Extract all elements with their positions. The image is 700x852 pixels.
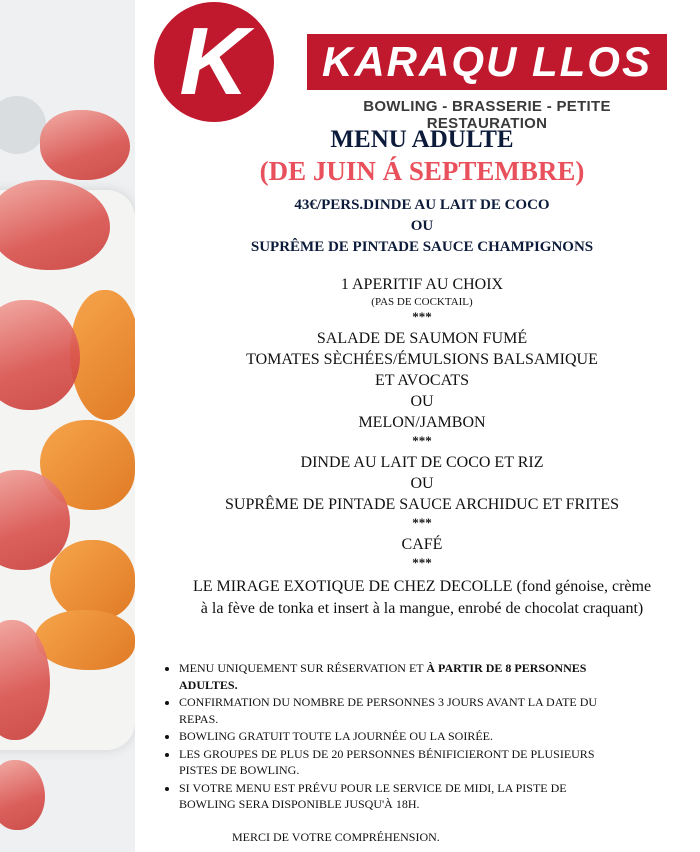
logo-header xyxy=(144,0,700,132)
main-course: DINDE AU LAIT DE COCO ET RIZ xyxy=(300,454,544,471)
or-label: OU xyxy=(410,393,434,410)
menu-title: MENU ADULTE xyxy=(330,126,514,153)
or-label: OU xyxy=(410,218,434,234)
conditions-list xyxy=(163,660,599,814)
k-logo-icon xyxy=(154,2,274,122)
or-label: OU xyxy=(410,475,434,492)
melon-slice xyxy=(50,540,135,620)
starter-alt: MELON/JAMBON xyxy=(358,414,486,431)
separator: *** xyxy=(412,555,432,570)
starter-line-2: TOMATES SÈCHÉES/ÉMULSIONS BALSAMIQUE xyxy=(246,351,598,368)
starter-line-1: SALADE DE SAUMON FUMÉ xyxy=(316,330,528,347)
separator: *** xyxy=(412,515,432,530)
menu-price-line: 43€/PERS.DINDE AU LAIT DE COCO xyxy=(294,197,550,213)
melon-slice xyxy=(35,610,135,670)
menu-alt-line: SUPRÊME DE PINTADE SAUCE CHAMPIGNONS xyxy=(250,239,594,255)
separator: *** xyxy=(412,433,432,448)
aperitif-note: (PAS DE COCKTAIL) xyxy=(371,296,473,308)
food-photo xyxy=(0,0,135,852)
menu-period: (DE JUIN Á SEPTEMBRE) xyxy=(259,156,585,186)
aperitif: 1 APERITIF AU CHOIX xyxy=(340,276,504,293)
list-item: • SI VOTRE MENU EST PRÉVU POUR LE SERVICE DE MIDI, LA PISTE DE BOWLING SERA DISPONIBLE JUSQU'À 18H. xyxy=(179,780,599,813)
ham-slice xyxy=(0,760,45,830)
list-item: • BOWLING GRATUIT TOUTE LA JOURNÉE OU LA SOIRÉE. xyxy=(179,728,599,745)
list-item: • MENU UNIQUEMENT SUR RÉSERVATION ET À PARTIR DE 8 PERSONNES ADULTES. xyxy=(179,660,599,693)
starter-line-3: ET AVOCATS xyxy=(374,372,470,389)
main-course-alt: SUPRÊME DE PINTADE SAUCE ARCHIDUC ET FRITES xyxy=(224,496,619,513)
brand-name: KARAQU LLOS xyxy=(322,38,652,85)
ham-slice xyxy=(40,110,130,180)
brand-banner xyxy=(307,34,667,90)
list-item: • LES GROUPES DE PLUS DE 20 PERSONNES BÉNIFICIERONT DE PLUSIEURS PISTES DE BOWLING. xyxy=(179,746,599,779)
coffee: CAFÉ xyxy=(401,536,443,553)
brand-tagline: BOWLING - BRASSERIE - PETITE RESTAURATION xyxy=(363,98,611,132)
logo-letter: K xyxy=(179,8,249,115)
list-item: • CONFIRMATION DU NOMBRE DE PERSONNES 3 JOURS AVANT LA DATE DU REPAS. xyxy=(179,694,599,727)
dessert: LE MIRAGE EXOTIQUE DE CHEZ DECOLLE (fond génoise, crème à la fève de tonka et insert à la mangue, enrobé de chocolat craquant) xyxy=(192,578,652,617)
separator: *** xyxy=(412,309,432,324)
thanks-note: MERCI DE VOTRE COMPRÉHENSION. xyxy=(232,830,440,844)
menu-content xyxy=(144,124,700,620)
